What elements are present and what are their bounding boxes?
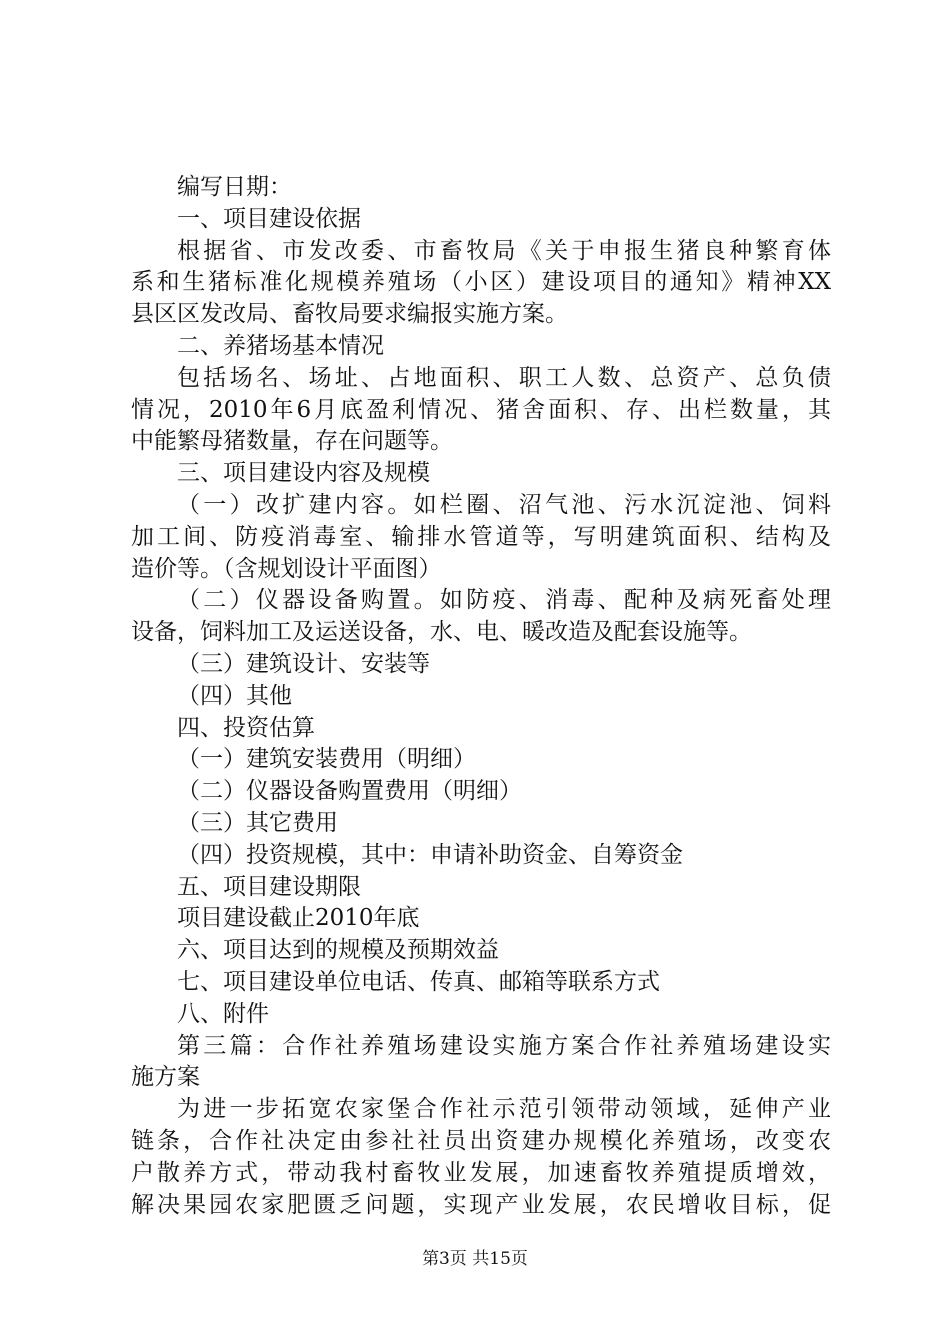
paragraph-line: （一）改扩建内容。如栏圈、沼气池、污水沉淀池、饲料: [177, 491, 831, 518]
list-item: （四）其他: [177, 682, 292, 709]
paragraph-line: 中能繁母猪数量，存在问题等。: [131, 428, 453, 455]
paragraph-line: 系和生猪标准化规模养殖场（小区）建设项目的通知》精神XX: [131, 269, 831, 296]
list-item: （四）投资规模，其中：申请补助资金、自筹资金: [177, 841, 683, 868]
paragraph-line: 设备，饲料加工及运送设备，水、电、暖改造及配套设施等。: [131, 619, 752, 646]
list-item: （三）其它费用: [177, 809, 338, 836]
paragraph-line: 根据省、市发改委、市畜牧局《关于申报生猪良种繁育体: [177, 237, 831, 264]
date-label: 编写日期：: [177, 174, 292, 200]
paragraph-line: 解决果园农家肥匮乏问题，实现产业发展，农民增收目标，促: [131, 1191, 831, 1218]
paragraph-line: 户散养方式，带动我村畜牧业发展，加速畜牧养殖提质增效，: [131, 1159, 831, 1186]
page-footer: 第3页 共15页: [422, 1249, 528, 1269]
section-heading-7: 七、项目建设单位电话、传真、邮箱等联系方式: [177, 968, 660, 995]
section-heading-4: 四、投资估算: [177, 714, 315, 741]
paragraph-line: 为进一步拓宽农家堡合作社示范引领带动领域，延伸产业: [177, 1096, 831, 1123]
section-heading-5: 五、项目建设期限: [177, 873, 361, 900]
document-body: [131, 172, 831, 1221]
paragraph-line: 情况，2010年6月底盈利情况、猪舍面积、存、出栏数量，其: [131, 396, 831, 423]
list-item: （二）仪器设备购置费用（明细）: [177, 778, 522, 805]
chapter-title: 第三篇：合作社养殖场建设实施方案合作社养殖场建设实: [177, 1032, 831, 1059]
paragraph-line: （二）仪器设备购置。如防疫、消毒、配种及病死畜处理: [177, 587, 831, 614]
list-item: （三）建筑设计、安装等: [177, 650, 430, 677]
paragraph-line: 链条，合作社决定由参社社员出资建办规模化养殖场，改变农: [131, 1127, 831, 1154]
section-heading-8: 八、附件: [177, 1000, 269, 1027]
chapter-title: 施方案: [131, 1064, 200, 1091]
paragraph-line: 造价等。（含规划设计平面图）: [131, 555, 442, 582]
paragraph-line: 包括场名、场址、占地面积、职工人数、总资产、总负债: [177, 364, 831, 391]
list-item: （一）建筑安装费用（明细）: [177, 746, 476, 773]
paragraph-line: 项目建设截止2010年底: [177, 905, 420, 932]
section-heading-1: 一、项目建设依据: [177, 205, 361, 232]
section-heading-3: 三、项目建设内容及规模: [177, 460, 430, 487]
section-heading-6: 六、项目达到的规模及预期效益: [177, 937, 499, 964]
paragraph-line: 加工间、防疫消毒室、输排水管道等，写明建筑面积、结构及: [131, 523, 831, 550]
section-heading-2: 二、养猪场基本情况: [177, 332, 384, 359]
paragraph-line: 县区区发改局、畜牧局要求编报实施方案。: [131, 301, 568, 328]
